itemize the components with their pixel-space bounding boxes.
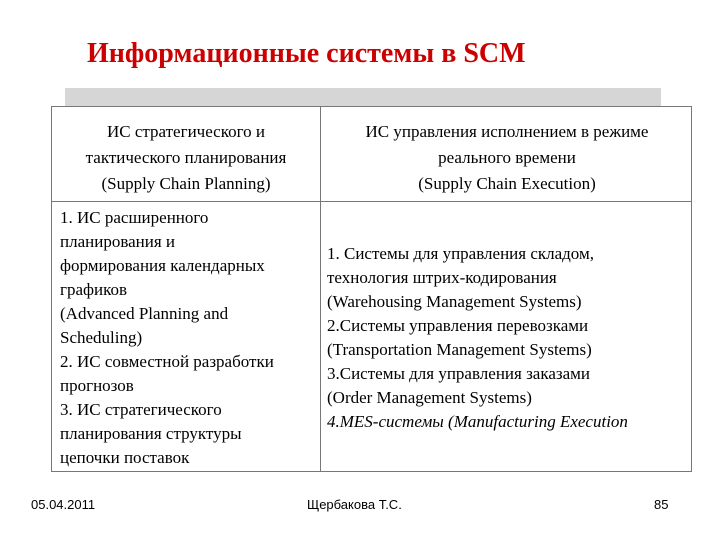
footer-date: 05.04.2011 [31,497,96,512]
left-body-line: графиков [60,280,128,299]
right-body-line: 2.Системы управления перевозками [327,316,589,335]
left-body-line: 3. ИС стратегического [60,400,222,419]
right-header-line: ИС управления исполнением в режиме [365,122,649,141]
right-body-line: (Order Management Systems) [327,388,532,407]
right-column-body [327,242,689,434]
left-body-line: цепочки поставок [60,448,190,467]
right-body-line: 1. Системы для управления складом, [327,244,594,263]
right-column-header [325,119,689,197]
footer-author: Щербакова Т.С. [307,497,402,512]
title-underline-bar [65,88,661,106]
right-body-line: (Warehousing Management Systems) [327,292,582,311]
left-body-line: планирования структуры [60,424,242,443]
left-body-line: (Advanced Planning and [60,304,229,323]
table-header-divider [51,201,692,202]
right-body-line: технология штрих-кодирования [327,268,557,287]
right-body-line: (Transportation Management Systems) [327,340,592,359]
left-column-header [55,119,317,197]
left-header-line: ИС стратегического и [106,122,266,141]
right-body-line: 3.Системы для управления заказами [327,364,591,383]
left-body-line: планирования и [60,232,176,251]
slide-title: Информационные системы в SCM [87,38,526,69]
footer-page-number: 85 [654,497,669,512]
right-header-line: реального времени [438,148,576,167]
table-column-divider [320,106,321,472]
left-header-line: тактического планирования [85,148,287,167]
left-body-line: Scheduling) [60,328,143,347]
left-body-line: 2. ИС совместной разработки [60,352,274,371]
right-header-line: (Supply Chain Execution) [418,174,596,193]
left-header-line: (Supply Chain Planning) [101,174,271,193]
left-body-line: 1. ИС расширенного [60,208,209,227]
left-body-line: прогнозов [60,376,134,395]
left-column-body [60,206,318,470]
right-body-line: 4.MES-системы (Manufacturing Execution [327,412,628,431]
left-body-line: формирования календарных [60,256,265,275]
